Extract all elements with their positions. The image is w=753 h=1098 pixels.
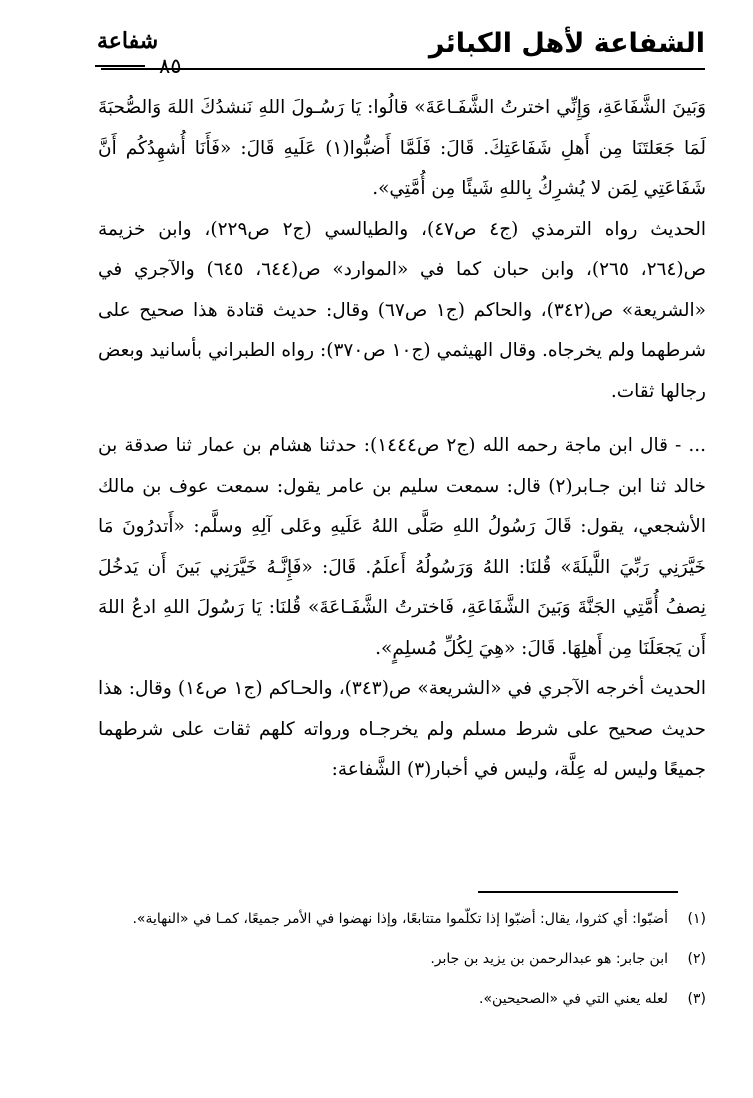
- header-ornament-logo: شفاعة: [97, 28, 159, 54]
- paragraph-ibn-majah-hadith: ... - قال ابن ماجة رحمه الله (ج٢ ص١٤٤٤): حدثنا هشام بن عمار ثنا صدقة بن خالد ثنا ابن جـابر(٢) قال: سمعت سليم بن عامر يقول: سمعت عوف بن مالك الأشجعي، يقول: قَالَ رَسُولُ اللهِ صَلَّى اللهُ عَلَيهِ وعَلى آلِهِ وسلَّم: «أَتدرُونَ مَا خَيَّرَنِي رَبِّيَ اللَّيلَةَ» قُلنَا: اللهُ وَرَسُولُهُ أَعلَمُ. قَالَ: «فَإِنَّـهُ خَيَّرَنِي بَينَ أَن يَدخُلَ نِصفُ أُمَّتِي الجَنَّةَ وَبَينَ الشَّفَاعَةِ، فَاخترتُ الشَّفَـاعَةَ» قُلنَا: يَا رَسُولَ اللهِ ادعُ اللهَ أَن يَجعَلَنَا مِن أَهلِهَا. قَالَ: «هِيَ لِكُلِّ مُسلِمٍ».: [98, 435, 706, 659]
- running-book-title: الشفاعة لأهل الكبائر: [428, 28, 705, 59]
- footnote-divider: [478, 891, 678, 893]
- paragraph-takhrij-2: الحديث أخرجه الآجري في «الشريعة» ص(٣٤٣)، والحـاكم (ج١ ص١٤) وقال: هذا حديث صحيح على شرط مسلم ولم يخرجـاه ورواته كلهم ثقات على شرطهما جميعًا وليس له عِلَّة، وليس في أخبار(٣) الشَّفاعة:: [98, 678, 706, 780]
- footnote-text: لعله يعني التي في «الصحيحين».: [479, 991, 668, 1007]
- header-divider-short: [95, 65, 145, 67]
- footnotes: [98, 905, 706, 1025]
- paragraph-hadith-end: وَبَينَ الشَّفَاعَةِ، وَإِنِّي اخترتُ الشَّفَـاعَةَ» قالُوا: يَا رَسُـولَ اللهِ نَنشدُكَ اللهَ وَالصُّحبَةَ لَمَا جَعَلتَنَا مِن أَهلِ شَفَاعَتِكَ. قَالَ: فَلَمَّا أَضبُّوا(١) عَلَيهِ قَالَ: «فَأَنَا أُشهِدُكُم أَنَّ شَفَاعَتِي لِمَن لا يُشرِكُ بِاللهِ شَيئًا مِن أُمَّتِي».: [98, 97, 706, 199]
- paragraph-takhrij: الحديث رواه الترمذي (ج٤ ص٤٧)، والطيالسي (ج٢ ص٢٢٩)، وابن خزيمة ص(٢٦٤، ٢٦٥)، وابن حبان كما في «الموارد» ص(٦٤٤، ٦٤٥) والآجري في «الشريعة» ص(٣٤٢)، والحاكم (ج١ ص٦٧) وقال: حديث قتادة هذا صحيح على شرطهما ولم يخرجاه. وقال الهيثمي (ج١٠ ص٣٧٠): رواه الطبراني بأسانيد وبعض رجالها ثقات.: [98, 218, 707, 402]
- main-text: [98, 88, 706, 791]
- footnote: [98, 905, 706, 933]
- page-header: [95, 22, 705, 78]
- footnote-text: أضبّوا: أي كثروا، يقال: أضبّوا إذا تكلّموا متتابعًا، وإذا نهضوا في الأمر جميعًا، كمـا في «النهاية».: [132, 911, 668, 927]
- page-number: ٨٥: [159, 54, 182, 78]
- footnote-number: (٣): [687, 991, 706, 1007]
- header-divider: [101, 68, 705, 70]
- footnote-number: (٢): [687, 951, 706, 967]
- footnote-number: (١): [687, 911, 706, 927]
- footnote-text: ابن جابر: هو عبدالرحمن بن يزيد بن جابر.: [430, 951, 668, 967]
- footnote: [98, 945, 706, 973]
- footnote: [98, 985, 706, 1013]
